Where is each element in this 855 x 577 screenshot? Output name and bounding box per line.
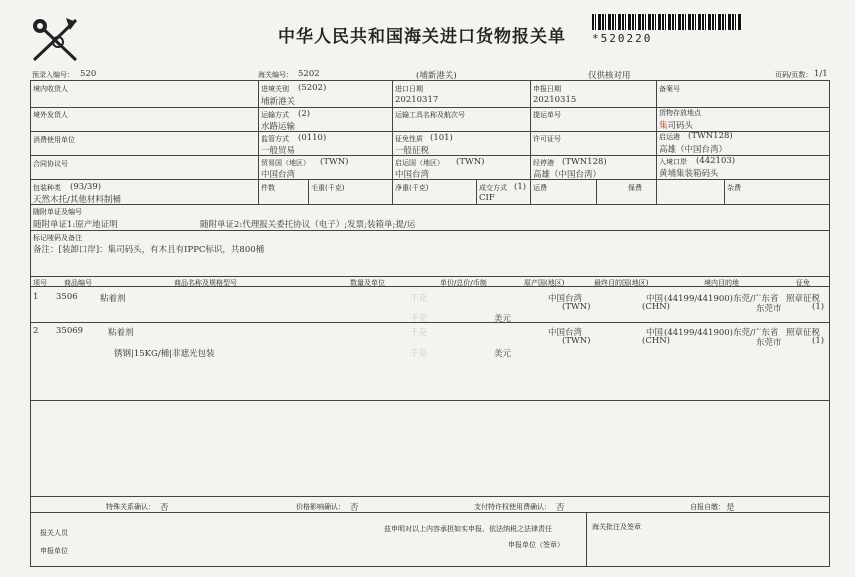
package-value: 天然木托/其他材料制桶 xyxy=(33,195,121,205)
row2-origin: 中国台湾 xyxy=(548,328,583,338)
row1-currency: 美元 xyxy=(494,314,512,324)
docs-label: 随附单证及编号 xyxy=(33,208,82,216)
col-domestic-dest: 境内目的地 xyxy=(704,279,739,287)
royalty-value: 否 xyxy=(556,503,565,513)
special-relation-value: 否 xyxy=(160,503,169,513)
transit-port-value: 高雄（中国台湾） xyxy=(533,170,602,180)
self-pay-value: 是 xyxy=(726,503,735,513)
barcode-number: *520220 xyxy=(592,32,653,45)
royalty-label: 支付特许权使用费确认： xyxy=(474,503,551,511)
row2-name: 粘着剂 xyxy=(108,328,134,338)
row1-hs: 3506 xyxy=(56,292,78,302)
consumer-unit-label: 消费使用单位 xyxy=(33,136,75,144)
row2-domestic: (44199/441900)东莞/广东省 xyxy=(664,328,779,338)
row1-domestic2: 东莞市 xyxy=(756,304,782,314)
row1-no: 1 xyxy=(33,292,39,302)
departure-port-value: 高雄（中国台湾） xyxy=(659,145,728,155)
row2-levy-code: (1) xyxy=(812,336,825,346)
row2-dest: 中国 xyxy=(646,328,664,338)
entry-customs-code: (5202) xyxy=(298,83,327,93)
row1-levy-code: (1) xyxy=(812,302,825,312)
row2-spec: 锈钢|15KG/桶|非遮光包装 xyxy=(114,349,215,359)
storage-value xyxy=(659,119,693,131)
col-goods-name: 商品名称及规格型号 xyxy=(174,279,237,287)
row1-origin-code: (TWN) xyxy=(562,302,591,312)
transport-mode-label: 运输方式 xyxy=(261,111,289,119)
price-effect-value: 否 xyxy=(350,503,359,513)
page-value: 1/1 xyxy=(814,69,828,79)
row2-domestic2: 东莞市 xyxy=(756,338,782,348)
col-levy: 征免 xyxy=(796,279,810,287)
package-label: 包装种类 xyxy=(33,184,61,192)
misc-label: 杂费 xyxy=(727,184,741,192)
net-weight-label: 净重(千克) xyxy=(395,184,429,192)
declarant-label: 报关人员 xyxy=(40,529,68,537)
row1-dest: 中国 xyxy=(646,294,664,304)
declare-date-label: 申报日期 xyxy=(533,85,561,93)
gross-weight-label: 毛重(千克) xyxy=(311,184,345,192)
supervision-value: 一般贸易 xyxy=(261,146,296,156)
supervision-code: (0110) xyxy=(298,133,327,143)
entry-port-value: 黄埔集装箱码头 xyxy=(659,169,719,179)
row1-qty1: 千克 xyxy=(410,294,428,304)
remarks-text: 备注：[装卸口岸]：集司码头，有木且有IPPC标识，共800桶 xyxy=(33,245,265,255)
freight-label: 运费 xyxy=(533,184,547,192)
customs-no-label: 海关编号： xyxy=(258,71,293,79)
license-label: 许可证号 xyxy=(533,135,561,143)
supervision-label: 监管方式 xyxy=(261,135,289,143)
terms-code: (1) xyxy=(514,182,527,192)
pieces-label: 件数 xyxy=(261,184,275,192)
transit-port-code: (TWN128) xyxy=(562,157,607,167)
row2-no: 2 xyxy=(33,326,39,336)
row1-domestic: (44199/441900)东莞/广东省 xyxy=(664,294,779,304)
price-effect-label: 价格影响确认： xyxy=(296,503,345,511)
seal-label: 申报单位（签章） xyxy=(508,541,564,549)
row2-levy: 照章征税 xyxy=(786,328,821,338)
col-final-dest: 最终目的国(地区) xyxy=(594,279,649,287)
row2-currency: 美元 xyxy=(494,349,512,359)
row2-dest-code: (CHN) xyxy=(642,336,670,346)
row1-origin: 中国台湾 xyxy=(548,294,583,304)
entry-customs-label: 进境关别 xyxy=(261,85,289,93)
departure-port-label: 启运港 xyxy=(659,133,680,141)
row2-qty1: 千克 xyxy=(410,328,428,338)
row1-dest-code: (CHN) xyxy=(642,302,670,312)
port-name: (埔新港关) xyxy=(416,71,457,81)
transport-mode-value: 水路运输 xyxy=(261,122,296,132)
overseas-shipper-label: 境外发货人 xyxy=(33,111,68,119)
import-date-value: 20210317 xyxy=(395,95,439,105)
row1-levy: 照章征税 xyxy=(786,294,821,304)
insurance-label: 保费 xyxy=(628,184,642,192)
pre-entry-value: 520 xyxy=(80,69,97,79)
page-title: 中华人民共和国海关进口货物报关单 xyxy=(278,27,566,47)
origin-country-value: 中国台湾 xyxy=(395,170,430,180)
levy-value: 一般征税 xyxy=(395,146,430,156)
storage-value-red: 集 xyxy=(659,121,668,131)
customs-emblem-icon xyxy=(28,14,84,64)
bill-of-lading-label: 提运单号 xyxy=(533,111,561,119)
origin-country-code: (TWN) xyxy=(456,157,485,167)
doc1: 随附单证1:原产地证明 xyxy=(33,220,118,230)
barcode xyxy=(592,14,742,30)
storage-label: 货物存放地点 xyxy=(659,109,701,117)
transport-mode-code: (2) xyxy=(298,109,311,119)
entry-port-code: (442103) xyxy=(696,156,736,166)
doc2: 随附单证2:代理报关委托协议（电子）;发票;装箱单;提/运 xyxy=(200,220,416,230)
col-item-no: 项号 xyxy=(33,279,47,287)
pre-entry-label: 预录入编号： xyxy=(32,71,74,79)
terms-label: 成交方式 xyxy=(479,184,507,192)
trade-country-label: 贸易国（地区） xyxy=(261,159,310,167)
vessel-label: 运输工具名称及航次号 xyxy=(395,111,465,119)
trade-country-value: 中国台湾 xyxy=(261,170,296,180)
self-pay-label: 自报自缴： xyxy=(690,503,725,511)
storage-value-text: 司码头 xyxy=(667,121,694,131)
col-hs-code: 商品编号 xyxy=(64,279,92,287)
customs-note-label: 海关批注及签章 xyxy=(592,523,641,531)
special-relation-label: 特殊关系确认： xyxy=(106,503,155,511)
terms-value: CIF xyxy=(479,193,495,203)
page-label: 页码/页数： xyxy=(775,71,813,79)
row2-qty2: 千克 xyxy=(410,349,428,359)
record-no-label: 备案号 xyxy=(659,85,680,93)
entry-customs-value: 埔新港关 xyxy=(261,97,296,107)
declaration-statement: 兹申明对以上内容承担如实申报、依法纳税之法律责任 xyxy=(384,525,552,533)
entry-port-label: 入境口岸 xyxy=(659,158,687,166)
transit-port-label: 经停港 xyxy=(533,159,554,167)
row1-name: 粘着剂 xyxy=(100,294,126,304)
col-price: 单价/总价/币制 xyxy=(440,279,487,287)
col-origin: 原产国(地区) xyxy=(524,279,565,287)
row2-hs: 35069 xyxy=(56,326,84,336)
levy-code: (101) xyxy=(430,133,453,143)
origin-country-label: 启运国（地区） xyxy=(395,159,444,167)
col-quantity: 数量及单位 xyxy=(350,279,385,287)
declarant-unit-label: 申报单位 xyxy=(40,547,68,555)
contract-label: 合同协议号 xyxy=(33,160,68,168)
package-code: (93/39) xyxy=(70,182,102,192)
row2-origin-code: (TWN) xyxy=(562,336,591,346)
departure-port-code: (TWN128) xyxy=(688,131,733,141)
verification-note: 仅供核对用 xyxy=(588,71,631,81)
customs-no-value: 5202 xyxy=(298,69,320,79)
import-date-label: 进口日期 xyxy=(395,85,423,93)
row1-qty2: 千克 xyxy=(410,314,428,324)
consignee-label: 境内收货人 xyxy=(33,85,68,93)
remarks-label: 标记唛码及备注 xyxy=(33,234,82,242)
levy-label: 征免性质 xyxy=(395,135,423,143)
declare-date-value: 20210315 xyxy=(533,95,577,105)
trade-country-code: (TWN) xyxy=(320,157,349,167)
